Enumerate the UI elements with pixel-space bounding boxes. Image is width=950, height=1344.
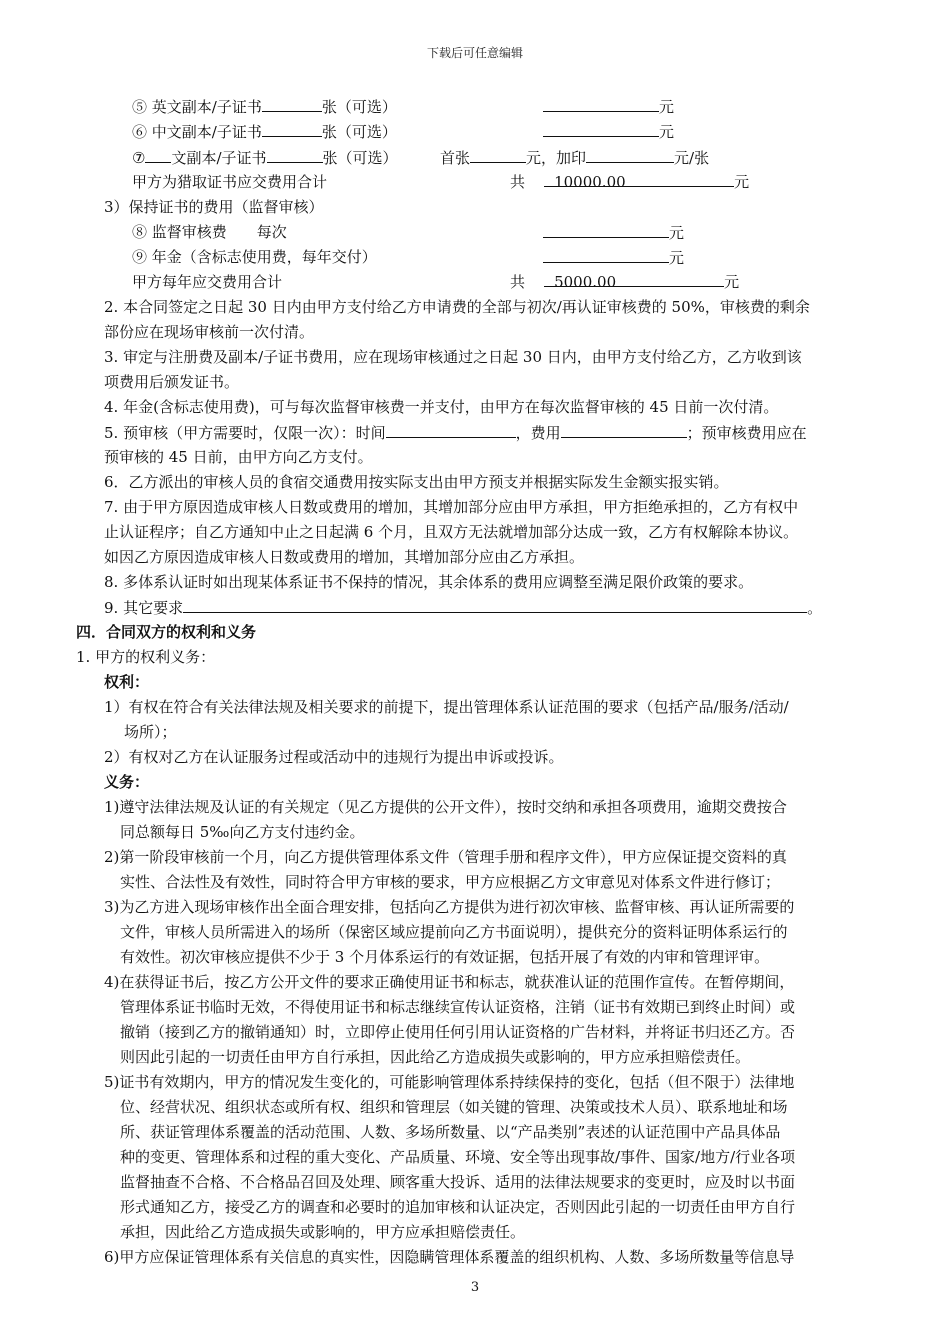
fee-item-8-label: ⑧ 监督审核费 每次: [132, 223, 287, 241]
fee-item-6: [132, 119, 397, 144]
duty-5-line-2: 位、经营状况、组织状态或所有权、组织和管理层（如关键的管理、决策或技术人员）、联系地址和场: [120, 1098, 788, 1116]
fee-item-7-unit: 张（可选）: [322, 149, 398, 167]
yuan: 元: [669, 224, 685, 242]
right-1-line-2: 场所）；: [124, 723, 177, 741]
blank: [586, 145, 674, 163]
rights-title: 权利：: [104, 673, 150, 691]
duty-3-line-1: 3)为乙方进入现场审核作出全面合理安排，包括向乙方提供为进行初次审核、监督审核、再认证所需要的: [104, 898, 795, 916]
clause-5-time: 5. 预审核（甲方需要时，仅限一次）：时间: [104, 424, 386, 442]
duty-5-line-4: 种的变更、管理体系和过程的重大变化、产品质量、环境、安全等出现事故/事件、国家/地方/行业各项: [120, 1148, 796, 1166]
clause-9-label: 9. 其它要求: [104, 599, 184, 617]
right-2: 2）有权对乙方在认证服务过程或活动中的违规行为提出申诉或投诉。: [104, 748, 564, 766]
first-copy: 首张: [440, 149, 471, 167]
clause-8: 8. 多体系认证时如出现某体系证书不保持的情况，其余体系的费用应调整至满足限价政策的要求。: [104, 573, 754, 591]
clause-2-line-2: 部份应在现场审核前一次付清。: [104, 323, 315, 341]
clause-4: 4. 年金(含标志使用费)，可与每次监督审核费一并支付，由甲方在每次监督审核的 45 日前一次付清。: [104, 398, 779, 416]
fee-item-5-label: ⑤ 英文副本/子证书: [132, 98, 262, 116]
cert-total-value: 10000.00: [544, 170, 734, 187]
blank: [145, 145, 171, 163]
fee-item-6-label: ⑥ 中文副本/子证书: [132, 123, 262, 141]
yuan: 元: [659, 123, 675, 141]
duty-5-line-6: 形式通知乙方，接受乙方的调查和必要时的追加审核和认证决定，否则因此引起的一切责任由甲方自行: [120, 1198, 796, 1216]
clause-6: 6．乙方派出的审核人员的食宿交通费用按实际支出由甲方预支并根据实际发生金额实报实销。: [104, 473, 729, 491]
duty-5-line-3: 所、获证管理体系覆盖的活动范围、人数、多场所数量、以“产品类别”表述的认证范围中产品具体品: [120, 1123, 781, 1141]
page-number: 3: [470, 1280, 480, 1295]
annual-total-value: 5000.00: [544, 270, 724, 287]
fee-item-7-prefix: ⑦: [132, 149, 146, 167]
duty-4-line-3: 撤销（接到乙方的撤销通知）时，立即停止使用任何引用认证资格的广告材料，并将证书归还乙方。否: [120, 1023, 796, 1041]
fee-item-6-unit: 张（可选）: [321, 123, 397, 141]
clause-5-fee: ，费用: [515, 424, 561, 442]
duty-3-line-2: 文件，审核人员所需进入的场所（保密区域应提前向乙方书面说明），提供充分的资料证明体系运行的: [120, 923, 788, 941]
blank: [470, 145, 526, 163]
clause-2-line-1: 2. 本合同签定之日起 30 日内由甲方支付给乙方申请费的全部与初次/再认证审核费的 50%，审核费的剩余: [104, 298, 810, 316]
duty-4-line-1: 4)在获得证书后，按乙方公开文件的要求正确使用证书和标志，就获准认证的范围作宣传。在暂停期间，: [104, 973, 795, 991]
blank: [183, 595, 807, 613]
duty-1-line-1: 1)遵守法律法规及认证的有关规定（见乙方提供的公开文件），按时交纳和承担各项费用，逾期交费按合: [104, 798, 787, 816]
section-4-title: 四．合同双方的权利和义务: [76, 623, 257, 641]
duty-2-line-1: 2)第一阶段审核前一个月，向乙方提供管理体系文件（管理手册和程序文件），甲方应保证提交资料的真: [104, 848, 787, 866]
per-copy: 元/张: [674, 149, 710, 167]
blank: [262, 119, 322, 137]
fee-item-7: [132, 145, 398, 170]
clause-9: [104, 595, 822, 620]
fee-item-7-amount: [440, 145, 709, 170]
clause-9-end: 。: [807, 599, 823, 617]
yuan: 元: [669, 249, 685, 267]
fee-item-7-label: 文副本/子证书: [171, 149, 267, 167]
blank: [543, 220, 669, 238]
duty-4-line-2: 管理体系证书临时无效，不得使用证书和标志继续宣传认证资格，注销（证书有效期已到终止时间）或: [120, 998, 796, 1016]
blank: [386, 420, 516, 438]
party-a-title: 1. 甲方的权利义务：: [76, 648, 216, 666]
annual-total-label: 甲方每年应交费用合计: [132, 273, 283, 291]
clause-3-line-2: 项费用后颁发证书。: [104, 373, 240, 391]
extra-copy: 元，加印: [526, 149, 587, 167]
duty-6-line-1: 6)甲方应保证管理体系有关信息的真实性，因隐瞒管理体系覆盖的组织机构、人数、多场所数量等信息导: [104, 1248, 795, 1266]
fee-item-5: [132, 94, 397, 119]
yuan: 元: [724, 273, 740, 291]
duty-3-line-3: 有效性。初次审核应提供不少于 3 个月体系运行的有效证据，包括开展了有效的内审和管理评审。: [120, 948, 770, 966]
blank: [262, 94, 322, 112]
cert-total: [510, 170, 749, 194]
yuan: 元: [659, 98, 675, 116]
gong: 共: [510, 273, 526, 291]
duties-title: 义务：: [104, 773, 150, 791]
gong: 共: [510, 173, 526, 191]
maintain-title: 3）保持证书的费用（监督审核）: [104, 198, 324, 216]
fee-item-5-amount: [543, 94, 674, 119]
page-header: 下载后可任意编辑: [426, 46, 523, 60]
clause-7-line-1: 7. 由于甲方原因造成审核人日数或费用的增加，其增加部分应由甲方承担，甲方拒绝承担的，乙方有权中: [104, 498, 799, 516]
annual-total: [510, 270, 739, 294]
right-1-line-1: 1）有权在符合有关法律法规及相关要求的前提下，提出管理体系认证范围的要求（包括产品/服务/活动/: [104, 698, 789, 716]
yuan: 元: [734, 173, 750, 191]
blank: [267, 145, 323, 163]
duty-4-line-4: 则因此引起的一切责任由甲方自行承担，因此给乙方造成损失或影响的，甲方应承担赔偿责任。: [120, 1048, 751, 1066]
cert-total-label: 甲方为猎取证书应交费用合计: [132, 173, 328, 191]
clause-5-rest: ；预审核费用应在: [686, 424, 807, 442]
clause-3-line-1: 3. 审定与注册费及副本/子证书费用，应在现场审核通过之日起 30 日内，由甲方支付给乙方，乙方收到该: [104, 348, 802, 366]
blank: [543, 94, 659, 112]
fee-item-9-label: ⑨ 年金（含标志使用费，每年交付）: [132, 248, 377, 266]
fee-item-5-unit: 张（可选）: [321, 98, 397, 116]
duty-1-line-2: 同总额每日 5‰向乙方支付违约金。: [120, 823, 365, 841]
fee-item-6-amount: [543, 119, 674, 144]
clause-5-line-1: [104, 420, 807, 445]
fee-item-9-amount: [543, 245, 684, 270]
clause-5-line-2: 预审核的 45 日前，由甲方向乙方支付。: [104, 448, 373, 466]
fee-item-8-amount: [543, 220, 684, 245]
duty-5-line-1: 5)证书有效期内，甲方的情况发生变化的，可能影响管理体系持续保持的变化，包括（但不限于）法律地: [104, 1073, 795, 1091]
duty-2-line-2: 实性、合法性及有效性，同时符合甲方审核的要求，甲方应根据乙方文审意见对体系文件进行修订；: [120, 873, 781, 891]
blank: [543, 119, 659, 137]
duty-5-line-5: 监督抽查不合格、不合格品召回及处理、顾客重大投诉、适用的法律法规要求的变更时，应及时以书面: [120, 1173, 796, 1191]
duty-5-line-7: 承担，因此给乙方造成损失或影响的，甲方应承担赔偿责任。: [120, 1223, 526, 1241]
blank: [561, 420, 687, 438]
blank: [543, 245, 669, 263]
clause-7-line-2: 止认证程序；自乙方通知中止之日起满 6 个月，且双方无法就增加部分达成一致，乙方有权解除本协议。: [104, 523, 799, 541]
clause-7-line-3: 如因乙方原因造成审核人日数或费用的增加，其增加部分应由乙方承担。: [104, 548, 585, 566]
